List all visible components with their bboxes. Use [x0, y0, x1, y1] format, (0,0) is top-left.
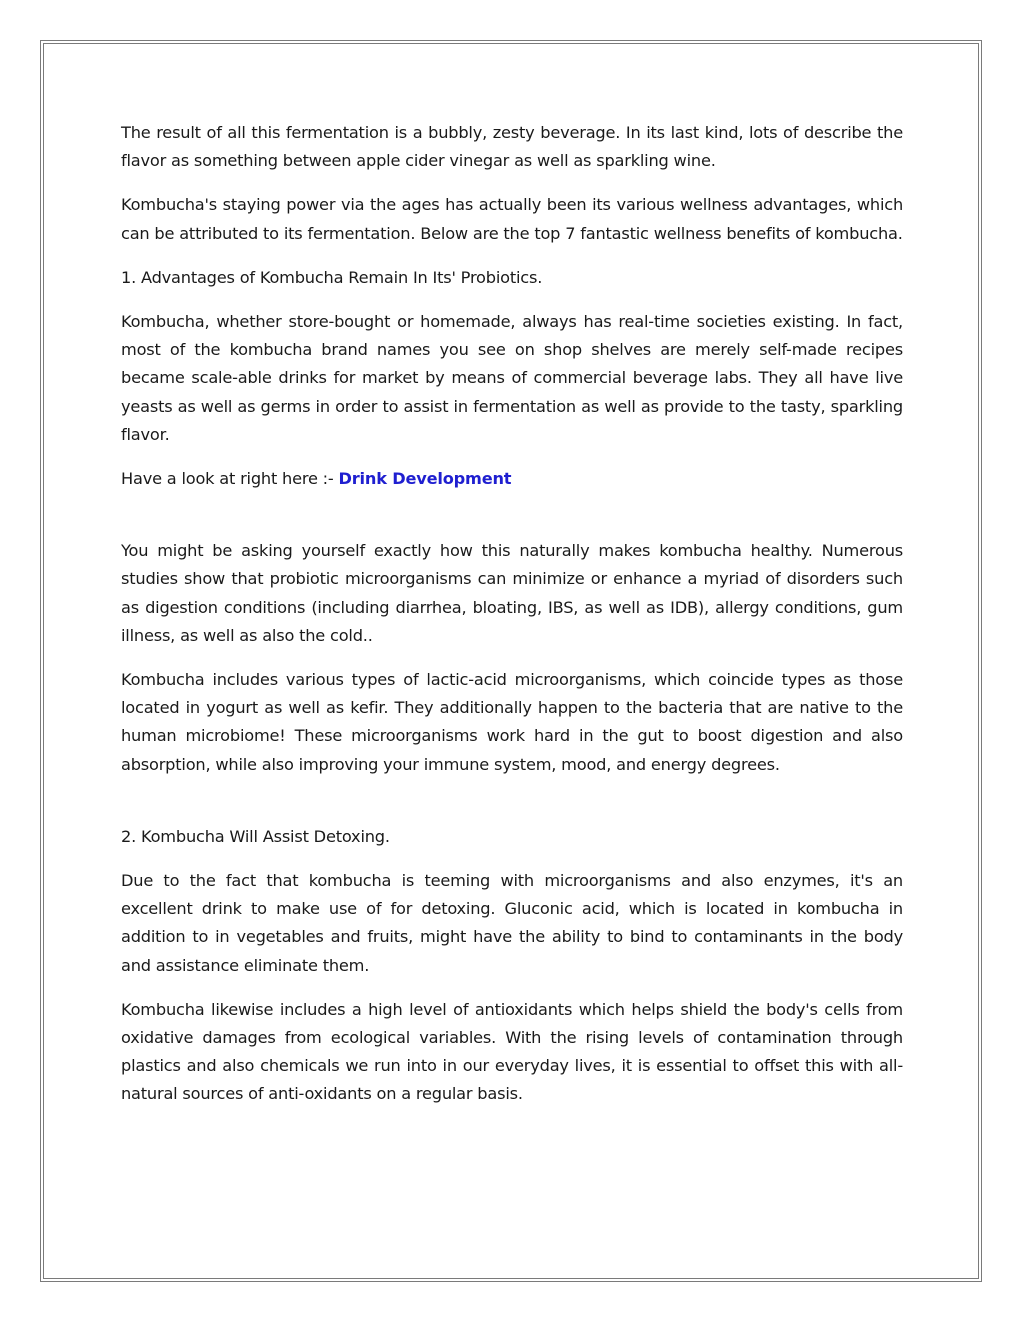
- paragraph-staying-power: Kombucha's staying power via the ages has actually been its various wellness advantages, which can be attributed to its fermentation. Below are the top 7 fantastic wellness benefits of kombucha.: [121, 195, 903, 243]
- spacer: [121, 795, 903, 823]
- link-line: [121, 465, 903, 493]
- spacer: [121, 509, 903, 537]
- paragraph-antioxidants: Kombucha likewise includes a high level of antioxidants which helps shield the body's cells from oxidative damages from ecological variables. With the rising levels of contamination through plastics and also chemicals we run into in our everyday lives, it is essential to offset this with all-natural sources of anti-oxidants on a regular basis.: [121, 999, 903, 1104]
- link-prefix: Have a look at right here :-: [121, 469, 339, 489]
- drink-development-link[interactable]: Drink Development: [338, 469, 512, 489]
- paragraph-live-cultures: Kombucha, whether store-bought or homemade, always has real-time societies existing. In fact, most of the kombucha brand names you see on shop shelves are merely self-made recipes became scale-able drinks for market by means of commercial beverage labs. They all have live yeasts as well as germs in order to assist in fermentation as well as provide to the tasty, sparkling flavor.: [121, 312, 903, 444]
- paragraph-lactic-acid: Kombucha includes various types of lactic-acid microorganisms, which coincide types as those located in yogurt as well as kefir. They additionally happen to the bacteria that are native to the human microbiome! These microorganisms work hard in the gut to boost digestion and also absorption, while also improving your immune system, mood, and energy degrees.: [121, 670, 903, 774]
- paragraph-probiotic-studies: You might be asking yourself exactly how this naturally makes kombucha healthy. Numerous studies show that probiotic microorganisms can minimize or enhance a myriad of disorders such as digestion conditions (including diarrhea, bloating, IBS, as well as IDB), allergy conditions, gum illness, as well as also the cold..: [121, 541, 903, 645]
- section-heading-detox: 2. Kombucha Will Assist Detoxing.: [121, 826, 390, 846]
- document-body: [121, 119, 903, 1125]
- paragraph-detox: Due to the fact that kombucha is teeming with microorganisms and also enzymes, it's an excellent drink to make use of for detoxing. Gluconic acid, which is located in kombucha in addition to in vegetables and fruits, might have the ability to bind to contaminants in the body and assistance eliminate them.: [121, 871, 903, 975]
- section-heading-probiotics: 1. Advantages of Kombucha Remain In Its' Probiotics.: [121, 267, 543, 287]
- paragraph-intro: The result of all this fermentation is a bubbly, zesty beverage. In its last kind, lots of describe the flavor as something between apple cider vinegar as well as sparkling wine.: [121, 123, 903, 171]
